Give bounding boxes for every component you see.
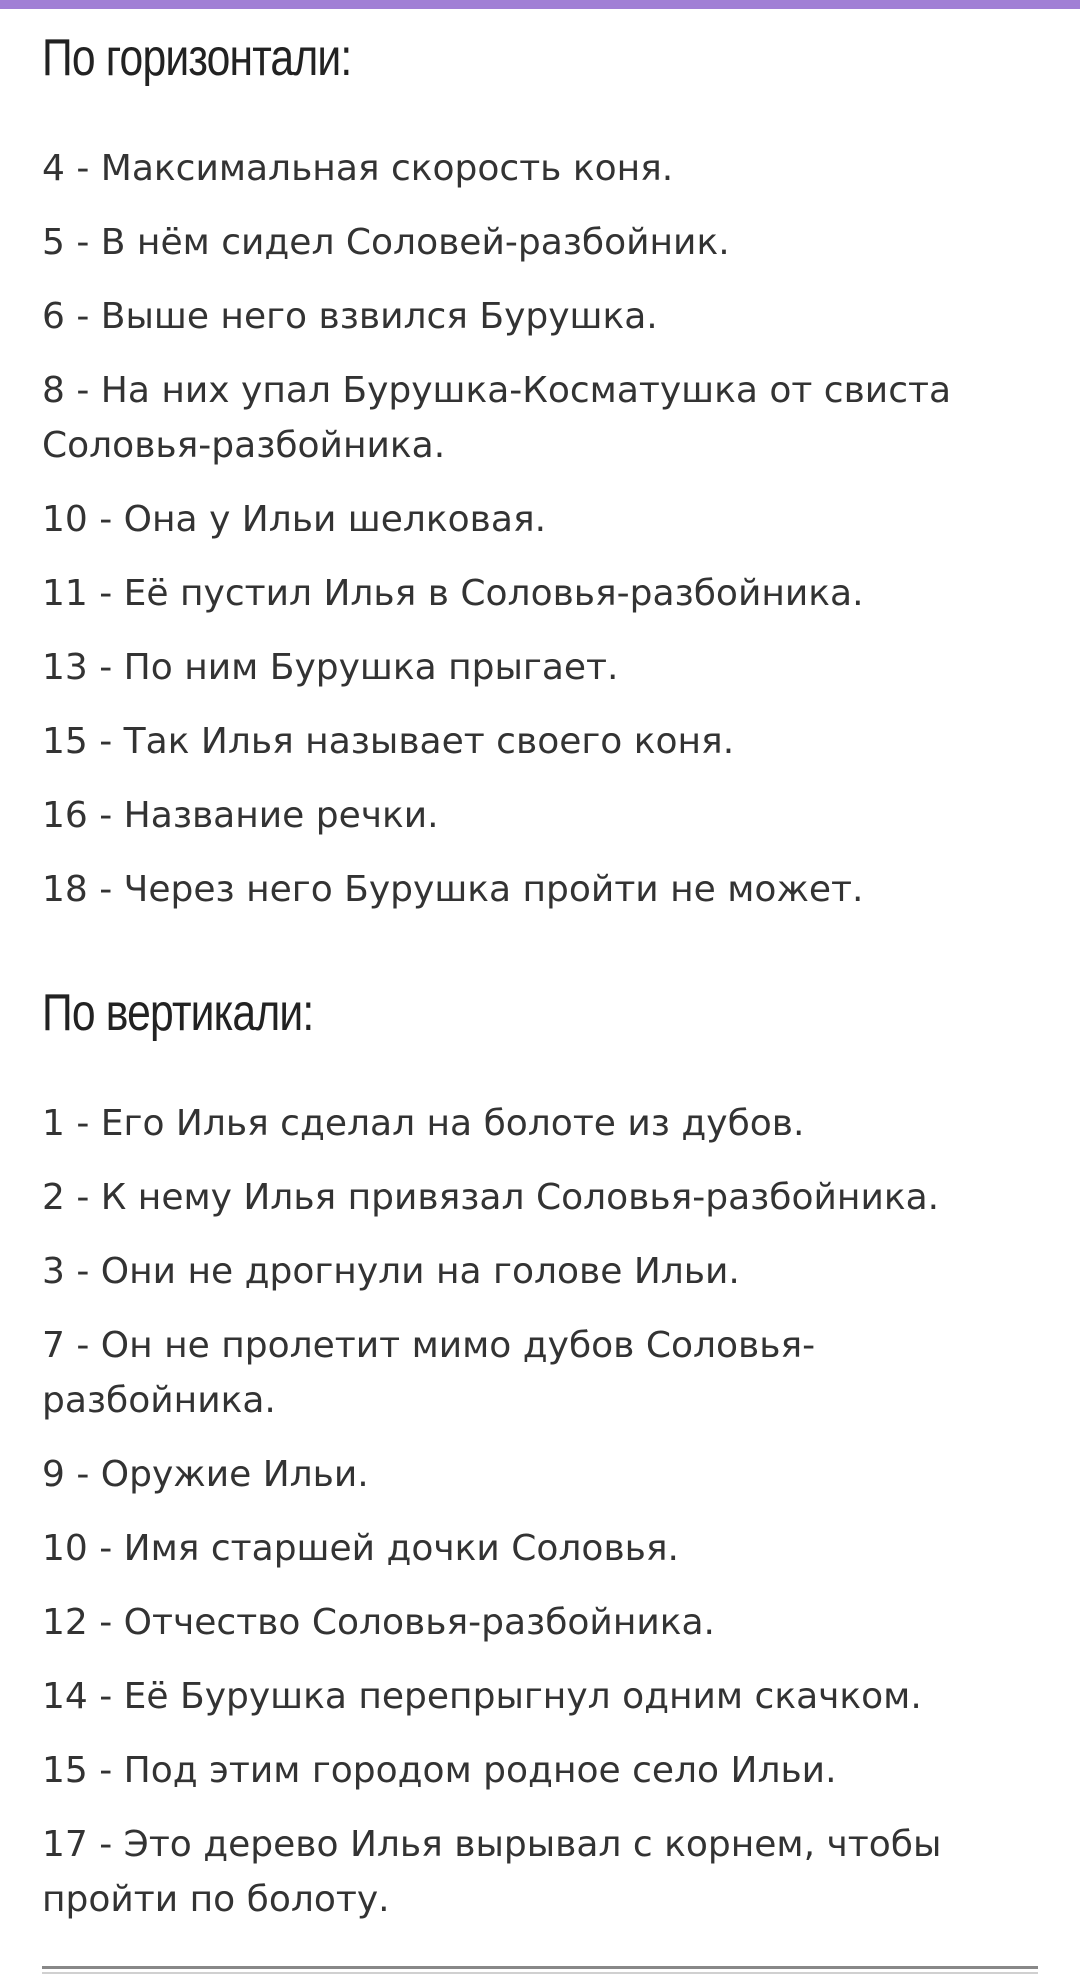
horizontal-clue-list [42,141,1042,917]
vertical-heading: По вертикали: [42,984,314,1042]
crossword-clues [42,0,1042,1927]
clue-vertical-14: 14 - Её Бурушка перепрыгнул одним скачком. [42,1676,922,1717]
clue-vertical-10: 10 - Имя старшей дочки Соловья. [42,1528,679,1569]
horizontal-heading: По горизонтали: [42,29,352,87]
clue-horizontal-4: 4 - Максимальная скорость коня. [42,148,674,189]
clue-horizontal-18: 18 - Через него Бурушка пройти не может. [42,869,864,910]
clue-horizontal-11: 11 - Её пустил Илья в Соловья-разбойника. [42,573,864,614]
clue-horizontal-5: 5 - В нём сидел Соловей-разбойник. [42,222,730,263]
clue-vertical-17: 17 - Это дерево Илья вырывал с корнем, чтобы пройти по болоту. [42,1824,942,1920]
vertical-clue-list [42,1096,1042,1927]
clue-vertical-12: 12 - Отчество Соловья-разбойника. [42,1602,715,1643]
clue-vertical-15: 15 - Под этим городом родное село Ильи. [42,1750,837,1791]
clue-vertical-7: 7 - Он не пролетит мимо дубов Соловья-разбойника. [42,1325,816,1421]
clue-horizontal-15: 15 - Так Илья называет своего коня. [42,721,735,762]
clue-horizontal-8: 8 - На них упал Бурушка-Косматушка от свиста Соловья-разбойника. [42,370,952,466]
clue-horizontal-16: 16 - Название речки. [42,795,439,836]
clue-vertical-1: 1 - Его Илья сделал на болоте из дубов. [42,1103,805,1144]
bottom-divider [42,1966,1038,1969]
bottom-divider-shadow [42,1972,1038,1974]
clue-horizontal-13: 13 - По ним Бурушка прыгает. [42,647,619,688]
clue-horizontal-10: 10 - Она у Ильи шелковая. [42,499,547,540]
clue-vertical-2: 2 - К нему Илья привязал Соловья-разбойника. [42,1177,940,1218]
clue-vertical-3: 3 - Они не дрогнули на голове Ильи. [42,1251,740,1292]
clue-horizontal-6: 6 - Выше него взвился Бурушка. [42,296,658,337]
clue-vertical-9: 9 - Оружие Ильи. [42,1454,369,1495]
